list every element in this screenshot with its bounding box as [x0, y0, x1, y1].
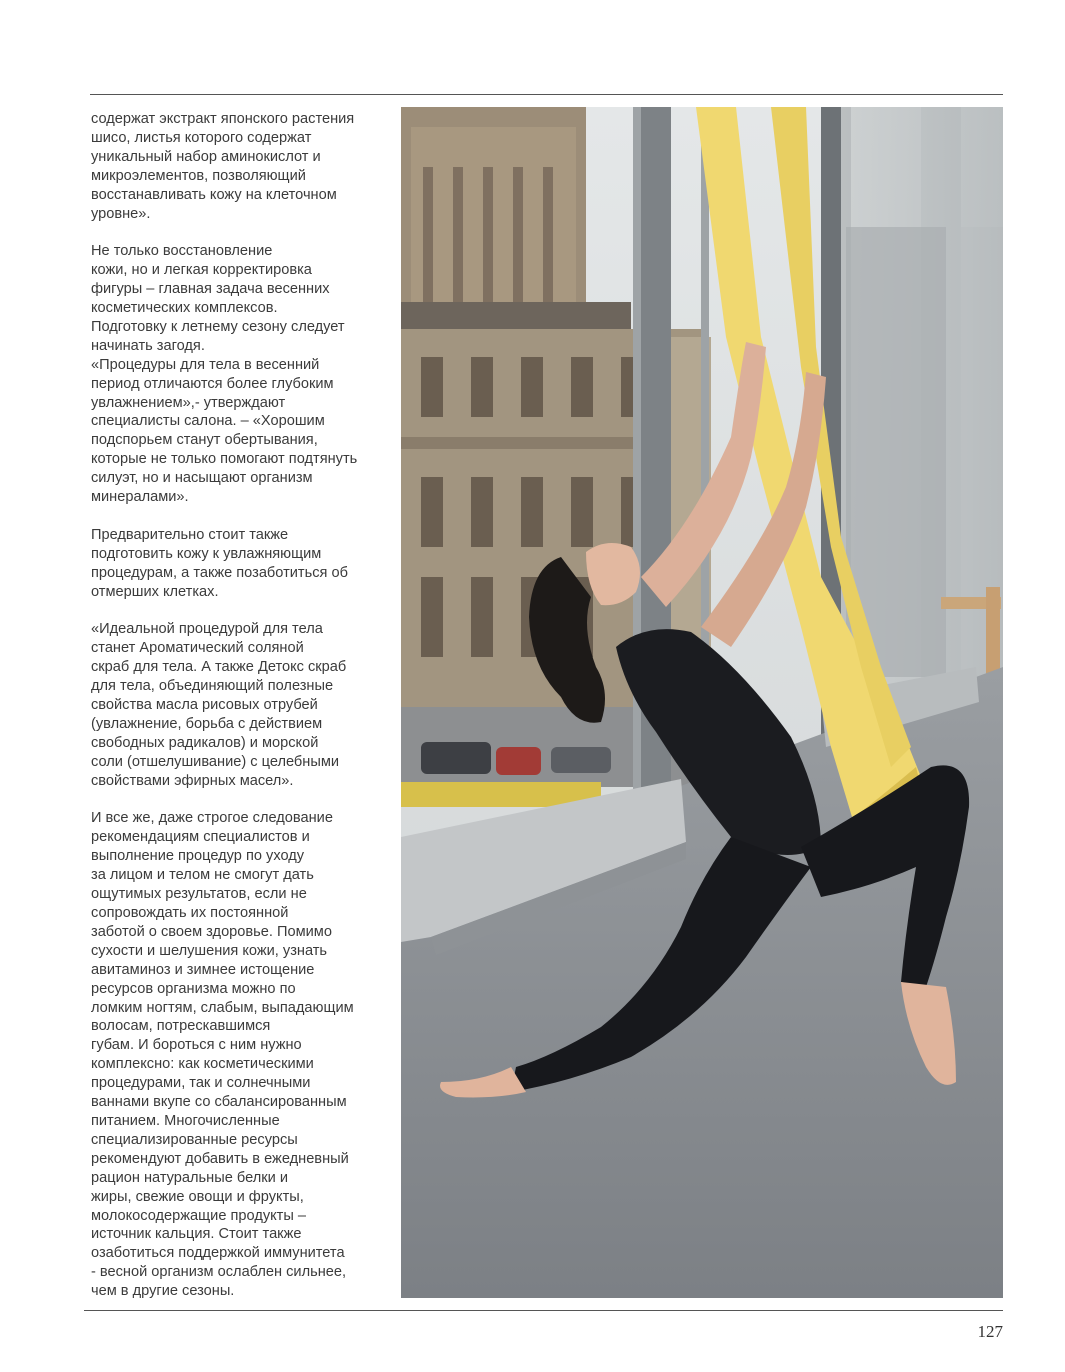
text-line: специализированные ресурсы — [91, 1131, 298, 1148]
text-line: - весной организм ослаблен сильнее, — [91, 1264, 347, 1281]
text-line: силуэт, но и насыщают организм — [91, 470, 313, 487]
text-line: увлажнением»,- утверждают — [91, 394, 286, 411]
text-line: фигуры – главная задача весенних — [91, 281, 330, 298]
text-line: источник кальция. Стоит также — [91, 1226, 302, 1243]
text-line: микроэлементов, позволяющий — [91, 167, 306, 184]
paragraph-4 — [91, 620, 387, 790]
text-line: подготовить кожу к увлажняющим — [91, 545, 322, 562]
text-line: ломким ногтям, слабым, выпадающим — [91, 999, 354, 1016]
paragraph-5 — [91, 809, 387, 1301]
bottom-rule — [84, 1310, 1003, 1311]
text-line: скраб для тела. А также Детокс скраб — [91, 659, 347, 676]
text-line: «Идеальной процедурой для тела — [91, 621, 323, 638]
text-line: ресурсов организма можно по — [91, 980, 296, 997]
text-line: свойствами эфирных масел». — [91, 772, 294, 789]
text-line: специалисты салона. – «Хорошим — [91, 413, 325, 430]
text-line: рекомендуют добавить в ежедневный — [91, 1150, 349, 1167]
text-line: косметических комплексов. — [91, 300, 278, 317]
text-line: подспорьем станут обертывания, — [91, 432, 318, 449]
text-line: озаботиться поддержкой иммунитета — [91, 1245, 345, 1262]
aerial-yoga-photo — [401, 107, 1003, 1298]
text-line: кожи, но и легкая корректировка — [91, 262, 312, 279]
top-rule — [90, 94, 1003, 95]
text-line: свойства масла рисовых отрубей — [91, 697, 318, 714]
text-line: для тела, объединяющий полезные — [91, 678, 334, 695]
text-line: станет Ароматический соляной — [91, 640, 304, 657]
text-line: молокосодержащие продукты – — [91, 1207, 307, 1224]
text-line: «Процедуры для тела в весенний — [91, 356, 320, 373]
text-line: восстанавливать кожу на клеточном — [91, 186, 337, 203]
text-line: рацион натуральные белки и — [91, 1169, 288, 1186]
text-line: (увлажнение, борьба с действием — [91, 715, 323, 732]
text-line: процедурам, а также позаботиться об — [91, 564, 348, 581]
text-line: период отличаются более глубоким — [91, 375, 334, 392]
text-line: свободных радикалов) и морской — [91, 734, 319, 751]
text-line: заботой о своем здоровье. Помимо — [91, 923, 332, 940]
text-line: рекомендациям специалистов и — [91, 829, 310, 846]
text-line: содержат экстракт японского растения — [91, 111, 355, 127]
text-line: ваннами вкупе со сбалансированным — [91, 1094, 347, 1111]
text-line: питанием. Многочисленные — [91, 1112, 280, 1129]
text-line: губам. И бороться с ним нужно — [91, 1037, 302, 1054]
text-line: уровне». — [91, 205, 151, 222]
text-line: сопровождать их постоянной — [91, 905, 289, 921]
paragraph-3 — [91, 526, 387, 602]
text-line: процедурами, так и солнечными — [91, 1075, 311, 1092]
text-line: ощутимых результатов, если не — [91, 886, 307, 903]
text-line: волосам, потрескавшимся — [91, 1018, 271, 1035]
text-line: уникальный набор аминокислот и — [91, 148, 321, 165]
text-line: И все же, даже строгое следование — [91, 810, 333, 827]
text-line: отмерших клетках. — [91, 583, 219, 600]
text-line: начинать загодя. — [91, 337, 205, 354]
text-line: соли (отшелушивание) с целебными — [91, 753, 340, 770]
photo-illustration — [401, 107, 1003, 1298]
paragraph-1 — [91, 110, 387, 223]
text-line: сухости и шелушения кожи, узнать — [91, 942, 328, 959]
article-text-column — [91, 110, 387, 1301]
text-line: комплексно: как косметическими — [91, 1056, 314, 1073]
text-line: жиры, свежие овощи и фрукты, — [91, 1188, 304, 1205]
text-line: за лицом и телом не смогут дать — [91, 867, 314, 884]
text-line: Предварительно стоит также — [91, 526, 289, 543]
text-line: выполнение процедур по уходу — [91, 848, 305, 865]
text-line: авитаминоз и зимнее истощение — [91, 961, 315, 978]
page-number: 127 — [977, 1322, 1003, 1341]
text-line: которые не только помогают подтянуть — [91, 451, 358, 468]
text-line: чем в другие сезоны. — [91, 1283, 235, 1300]
text-line: шисо, листья которого содержат — [91, 129, 312, 146]
text-line: Не только восстановление — [91, 243, 273, 260]
paragraph-2 — [91, 242, 387, 507]
text-line: минералами». — [91, 489, 189, 506]
text-line: Подготовку к летнему сезону следует — [91, 318, 345, 335]
